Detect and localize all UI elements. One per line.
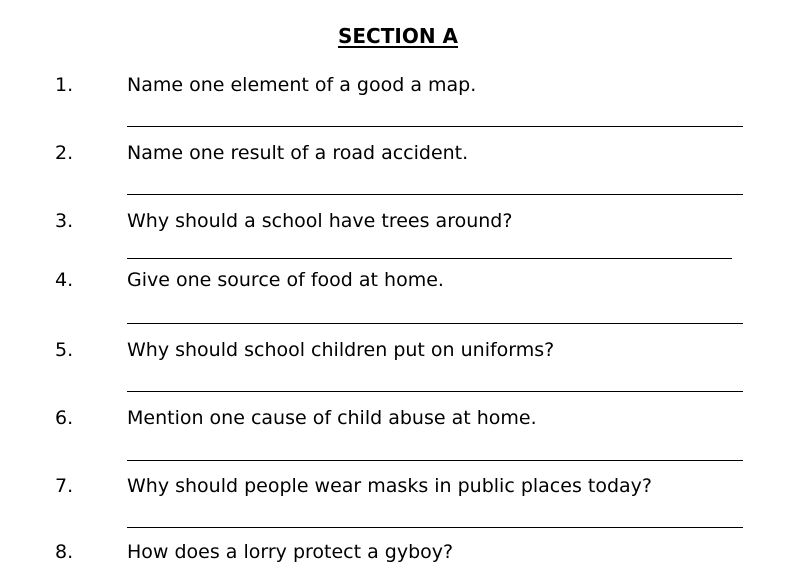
question-number: 1. [55,74,74,96]
question-number: 2. [55,142,74,164]
answer-line[interactable] [127,194,743,195]
answer-line[interactable] [127,527,743,528]
question-number: 8. [55,541,74,563]
question-text: Name one result of a road accident. [127,142,469,164]
question-number: 4. [55,269,74,291]
answer-line[interactable] [127,126,743,127]
answer-line[interactable] [127,323,743,324]
question-number: 6. [55,407,74,429]
question-text: Name one element of a good a map. [127,74,477,96]
question-text: Why should school children put on uniforms? [127,339,555,361]
question-number: 7. [55,475,74,497]
answer-line[interactable] [127,391,743,392]
question-text: Mention one cause of child abuse at home. [127,407,537,429]
question-text: How does a lorry protect a gyboy? [127,541,454,563]
answer-line[interactable] [127,258,732,259]
section-title: SECTION A [337,24,458,48]
question-number: 5. [55,339,74,361]
question-text: Why should a school have trees around? [127,210,513,232]
question-text: Why should people wear masks in public places today? [127,475,652,497]
question-text: Give one source of food at home. [127,269,444,291]
answer-line[interactable] [127,460,743,461]
question-number: 3. [55,210,74,232]
